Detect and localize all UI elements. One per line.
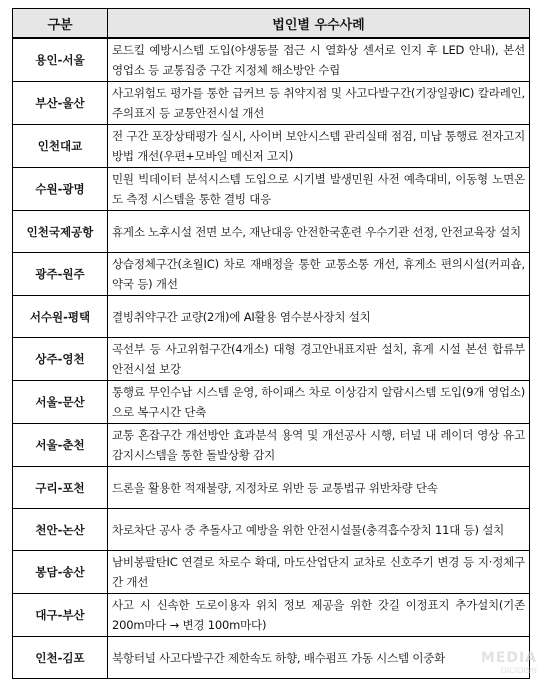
table-row bbox=[13, 594, 530, 637]
route-name: 인천국제공항 bbox=[13, 211, 108, 253]
route-description: 상습정체구간(초월IC) 차로 재배정을 통한 교통소통 개선, 휴게소 편의시설(커피숍, 약국 등) 개선 bbox=[108, 253, 530, 296]
best-practices-table-container bbox=[12, 8, 529, 679]
table-row bbox=[13, 467, 530, 509]
table-row bbox=[13, 211, 530, 253]
route-description: 북항터널 사고다발구간 제한속도 하향, 배수펌프 가동 시스템 이중화 bbox=[108, 637, 530, 679]
table-body bbox=[13, 38, 530, 679]
route-name: 수원-광명 bbox=[13, 168, 108, 211]
route-description: 민원 빅데이터 분석시스템 도입으로 시기별 발생민원 사전 예측대비, 이동형 노면온도 측정 시스템을 통한 결빙 대응 bbox=[108, 168, 530, 211]
route-name: 봉담-송산 bbox=[13, 551, 108, 594]
route-description: 전 구간 포장상태평가 실시, 사이버 보안시스템 관리실태 점검, 미납 통행료 전자고지방법 개선(우편+모바일 메신저 고지) bbox=[108, 125, 530, 168]
table-row bbox=[13, 424, 530, 467]
table-row bbox=[13, 637, 530, 679]
route-description: 결빙취약구간 교량(2개)에 AI활용 염수분사장치 설치 bbox=[108, 296, 530, 338]
table-row bbox=[13, 168, 530, 211]
table-row bbox=[13, 253, 530, 296]
table-row bbox=[13, 82, 530, 125]
route-description: 곡선부 등 사고위험구간(4개소) 대형 경고안내표지판 설치, 휴게 시설 본선 합류부 안전시설 보강 bbox=[108, 338, 530, 381]
watermark-line-2: DICIOISH bbox=[500, 666, 537, 675]
header-description: 법인별 우수사례 bbox=[108, 9, 530, 39]
route-description: 남비봉팔탄IC 연결로 차로수 확대, 마도산업단지 교차로 신호주기 변경 등 지·정체구간 개선 bbox=[108, 551, 530, 594]
route-description: 통행료 무인수납 시스템 운영, 하이패스 차로 이상감지 알람시스템 도입(9개 영업소)으로 복구시간 단축 bbox=[108, 381, 530, 424]
route-name: 서수원-평택 bbox=[13, 296, 108, 338]
best-practices-table bbox=[12, 8, 530, 679]
route-description: 교통 혼잡구간 개선방안 효과분석 용역 및 개선공사 시행, 터널 내 레이더 영상 유고감지시스템을 통한 돌발상황 감지 bbox=[108, 424, 530, 467]
table-row bbox=[13, 509, 530, 551]
route-name: 대구-부산 bbox=[13, 594, 108, 637]
route-name: 광주-원주 bbox=[13, 253, 108, 296]
table-row bbox=[13, 125, 530, 168]
route-name: 서울-춘천 bbox=[13, 424, 108, 467]
table-header-row bbox=[13, 9, 530, 39]
publisher-watermark bbox=[481, 650, 537, 675]
route-description: 휴게소 노후시설 전면 보수, 재난대응 안전한국훈련 우수기관 선정, 안전교육장 설치 bbox=[108, 211, 530, 253]
route-name: 용인-서울 bbox=[13, 38, 108, 82]
route-description: 드론을 활용한 적재불량, 지정차로 위반 등 교통법규 위반차량 단속 bbox=[108, 467, 530, 509]
table-row bbox=[13, 338, 530, 381]
header-route: 구분 bbox=[13, 9, 108, 39]
route-name: 상주-영천 bbox=[13, 338, 108, 381]
route-name: 부산-울산 bbox=[13, 82, 108, 125]
route-name: 인천대교 bbox=[13, 125, 108, 168]
route-description: 로드킬 예방시스템 도입(야생동물 접근 시 열화상 센서로 인지 후 LED 안내), 본선 영업소 등 교통집중 구간 지정체 해소방안 수립 bbox=[108, 38, 530, 82]
route-name: 구리-포천 bbox=[13, 467, 108, 509]
table-row bbox=[13, 296, 530, 338]
route-description: 차로차단 공사 중 추돌사고 예방을 위한 안전시설물(충격흡수장치 11대 등) 설치 bbox=[108, 509, 530, 551]
table-row bbox=[13, 38, 530, 82]
table-row bbox=[13, 381, 530, 424]
route-description: 사고 시 신속한 도로이용자 위치 정보 제공을 위한 갓길 이정표지 추가설치(기존 200m마다 → 변경 100m마다) bbox=[108, 594, 530, 637]
route-name: 인천-김포 bbox=[13, 637, 108, 679]
route-name: 천안-논산 bbox=[13, 509, 108, 551]
route-name: 서울-문산 bbox=[13, 381, 108, 424]
route-description: 사고위험도 평가를 통한 급커브 등 취약지점 및 사고다발구간(기장일광IC) 칼라레인, 주의표지 등 교통안전시설 개선 bbox=[108, 82, 530, 125]
watermark-line-1: MEDIA bbox=[480, 650, 537, 666]
table-row bbox=[13, 551, 530, 594]
